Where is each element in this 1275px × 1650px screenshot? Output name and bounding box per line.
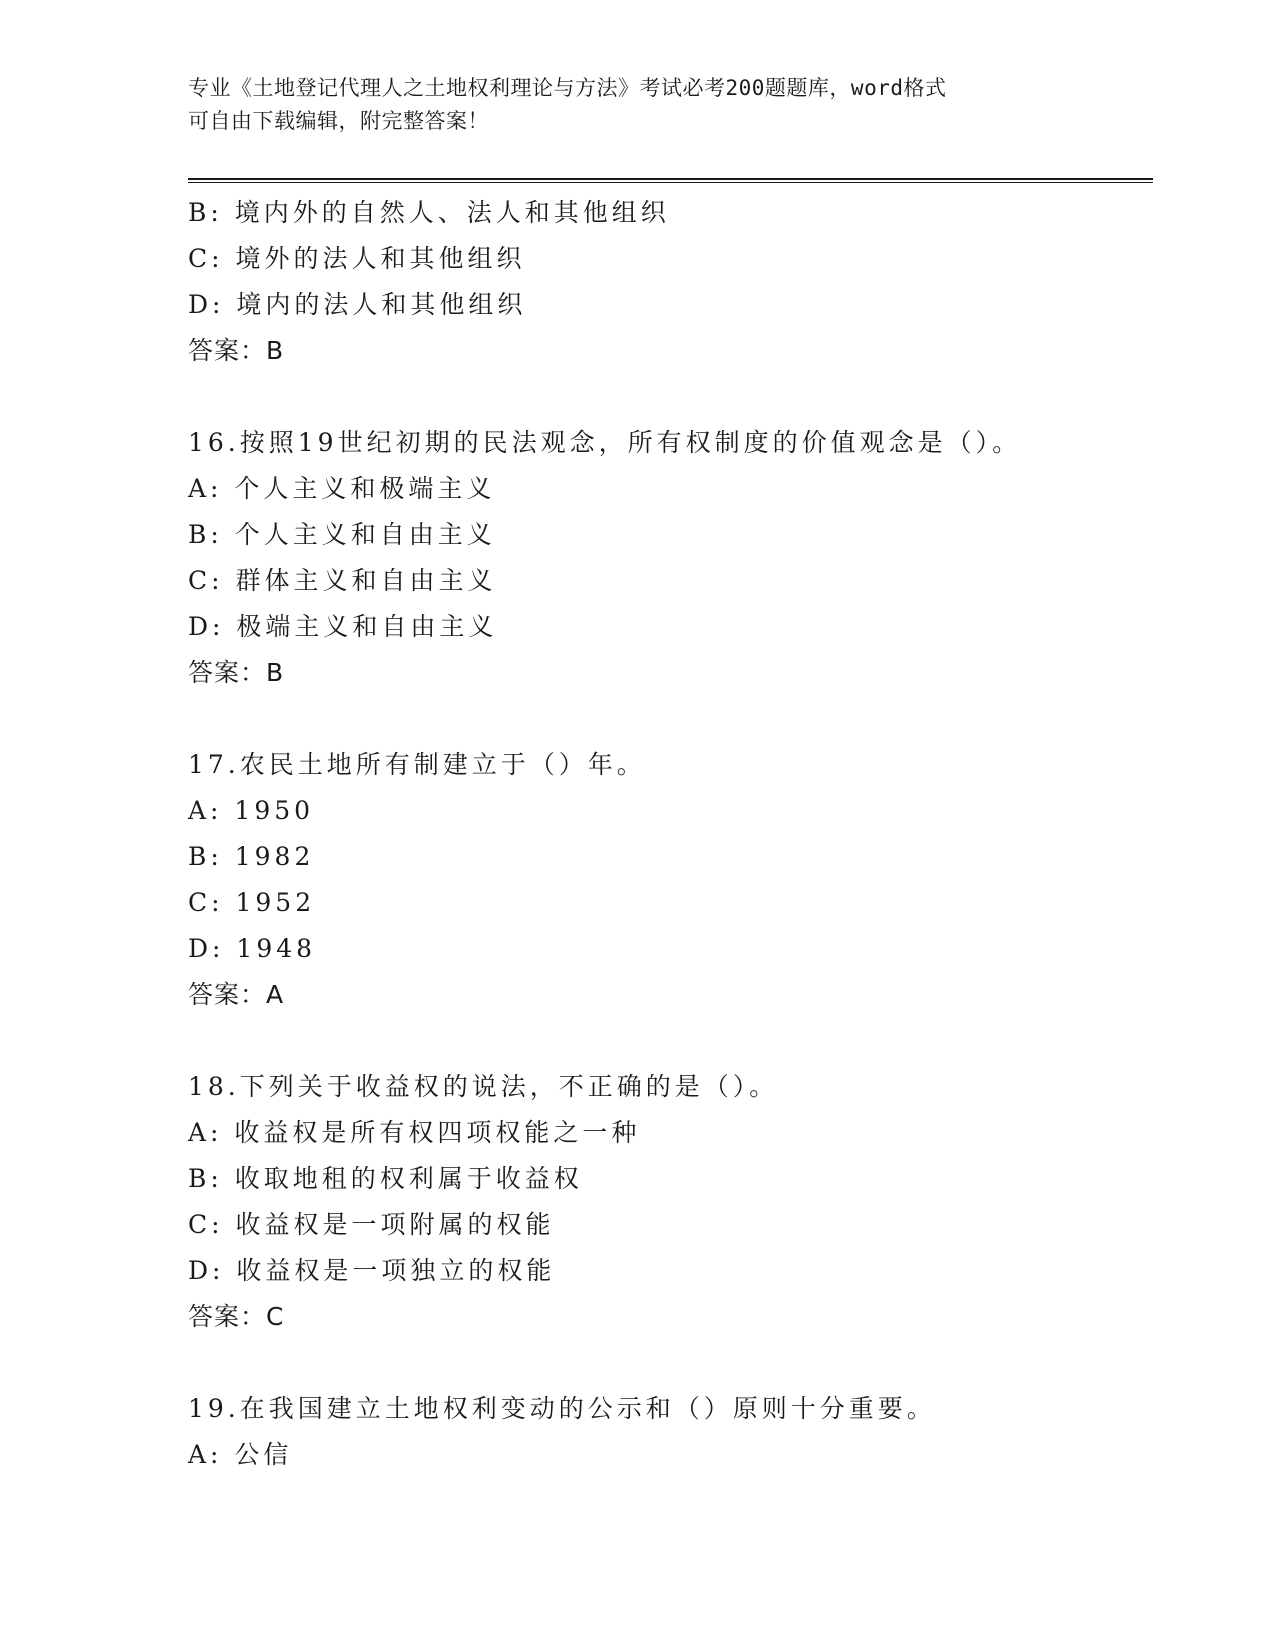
option-b: B: 收取地租的权利属于收益权 [188,1164,583,1193]
option-d: D: 1948 [188,934,317,963]
option-a: A: 个人主义和极端主义 [188,474,496,503]
header-title-line-1: 专业《土地登记代理人之土地权利理论与方法》考试必考200题题库，word格式 [188,76,947,100]
option-d: D: 境内的法人和其他组织 [188,290,527,319]
option-c: C: 1952 [188,888,316,917]
option-a: A: 公信 [188,1440,293,1469]
question-block-18 [188,1064,1153,1340]
header-title-line-2: 可自由下载编辑，附完整答案！ [188,109,489,133]
question-block-15 [188,190,1153,374]
option-b: B: 个人主义和自由主义 [188,520,496,549]
header-divider [188,178,1153,183]
question-block-16 [188,420,1153,696]
option-b: B: 1982 [188,842,315,871]
answer-line: 答案：B [188,336,285,365]
option-d: D: 极端主义和自由主义 [188,612,498,641]
option-c: C: 境外的法人和其他组织 [188,244,526,273]
option-c: C: 收益权是一项附属的权能 [188,1210,555,1239]
question-list [188,190,1153,1478]
answer-line: 答案：C [188,1302,285,1331]
option-c: C: 群体主义和自由主义 [188,566,497,595]
question-block-19 [188,1386,1153,1478]
answer-line: 答案：A [188,980,285,1009]
question-block-17 [188,742,1153,1018]
question-stem: 17.农民土地所有制建立于（）年。 [188,750,646,779]
question-stem: 18.下列关于收益权的说法，不正确的是（）。 [188,1072,779,1101]
option-d: D: 收益权是一项独立的权能 [188,1256,556,1285]
question-stem: 16.按照19世纪初期的民法观念，所有权制度的价值观念是（）。 [188,428,1022,457]
answer-line: 答案：B [188,658,285,687]
document-header [188,72,1088,138]
option-a: A: 1950 [188,796,315,825]
question-stem: 19.在我国建立土地权利变动的公示和（）原则十分重要。 [188,1394,936,1423]
option-b: B: 境内外的自然人、法人和其他组织 [188,198,670,227]
option-a: A: 收益权是所有权四项权能之一种 [188,1118,641,1147]
